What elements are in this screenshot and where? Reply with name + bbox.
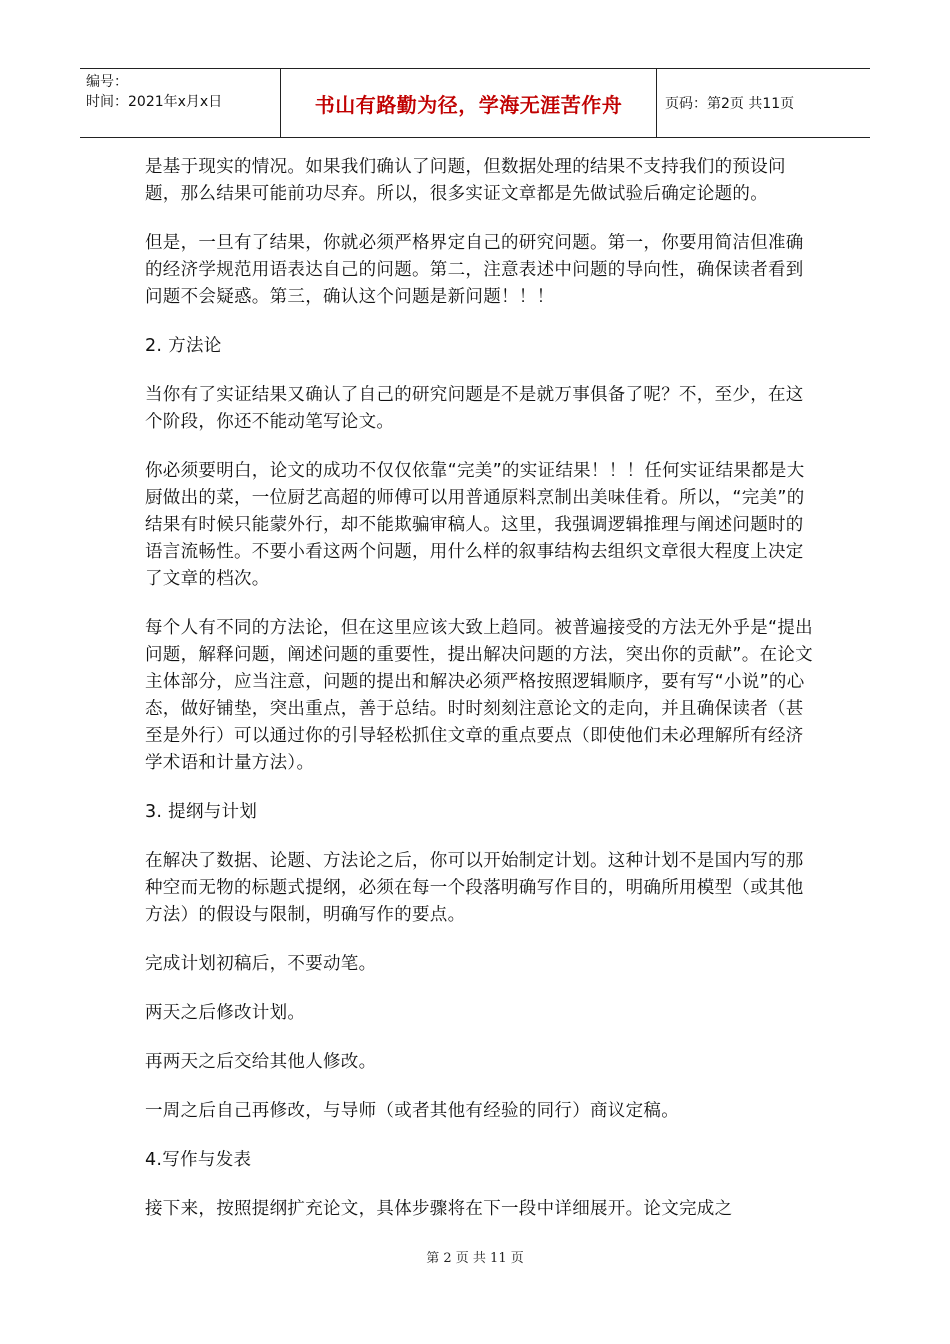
- document-header: [80, 68, 870, 138]
- paragraph: 你必须要明白，论文的成功不仅仅依靠“完美”的实证结果！！！任何实证结果都是大厨做出的菜，一位厨艺高超的师傅可以用普通原料烹制出美味佳肴。所以，“完美”的结果有时候只能蒙外行，却不能欺骗审稿人。这里，我强调逻辑推理与阐述问题时的语言流畅性。不要小看这两个问题，用什么样的叙事结构去组织文章很大程度上决定了文章的档次。: [145, 461, 805, 589]
- paragraph: 一周之后自己再修改，与导师（或者其他有经验的同行）商议定稿。: [145, 1101, 679, 1121]
- paragraph: 当你有了实证结果又确认了自己的研究问题是不是就万事俱备了呢？不，至少，在这个阶段，你还不能动笔写论文。: [145, 385, 804, 432]
- paragraph: 完成计划初稿后，不要动笔。: [145, 954, 377, 974]
- header-page-info: 页码：第2页 共11页: [665, 96, 795, 112]
- document-body: [145, 154, 815, 1245]
- section-heading: 4.写作与发表: [145, 1150, 252, 1170]
- header-motto: 书山有路勤为径，学海无涯苦作舟: [281, 69, 657, 137]
- paragraph: 是基于现实的情况。如果我们确认了问题，但数据处理的结果不支持我们的预设问题，那么结果可能前功尽弃。所以，很多实证文章都是先做试验后确定论题的。: [145, 157, 786, 204]
- page-footer: 第 2 页 共 11 页: [426, 1251, 524, 1266]
- section-heading: 3. 提纲与计划: [145, 802, 258, 822]
- paragraph: 接下来，按照提纲扩充论文，具体步骤将在下一段中详细展开。论文完成之: [145, 1199, 733, 1219]
- paragraph: 再两天之后交给其他人修改。: [145, 1052, 377, 1072]
- header-meta: [80, 69, 281, 137]
- number-label: 编号：: [86, 74, 128, 90]
- paragraph: 但是，一旦有了结果，你就必须严格界定自己的研究问题。第一，你要用简洁但准确的经济学规范用语表达自己的问题。第二，注意表述中问题的导向性，确保读者看到问题不会疑惑。第三，确认这个问题是新问题！！！: [145, 233, 804, 307]
- paragraph: 两天之后修改计划。: [145, 1003, 306, 1023]
- paragraph: 每个人有不同的方法论，但在这里应该大致上趋同。被普遍接受的方法无外乎是“提出问题，解释问题，阐述问题的重要性，提出解决问题的方法，突出你的贡献”。在论文主体部分，应当注意，问题的提出和解决必须严格按照逻辑顺序，要有写“小说”的心态，做好铺垫，突出重点，善于总结。时时刻刻注意论文的走向，并且确保读者（甚至是外行）可以通过你的引导轻松抓住文章的重点要点（即使他们未必理解所有经济学术语和计量方法）。: [145, 618, 813, 773]
- date-label: 时间：2021年x月x日: [86, 94, 223, 110]
- section-heading: 2. 方法论: [145, 336, 222, 356]
- paragraph: 在解决了数据、论题、方法论之后，你可以开始制定计划。这种计划不是国内写的那种空而无物的标题式提纲，必须在每一个段落明确写作目的，明确所用模型（或其他方法）的假设与限制，明确写作的要点。: [145, 851, 804, 925]
